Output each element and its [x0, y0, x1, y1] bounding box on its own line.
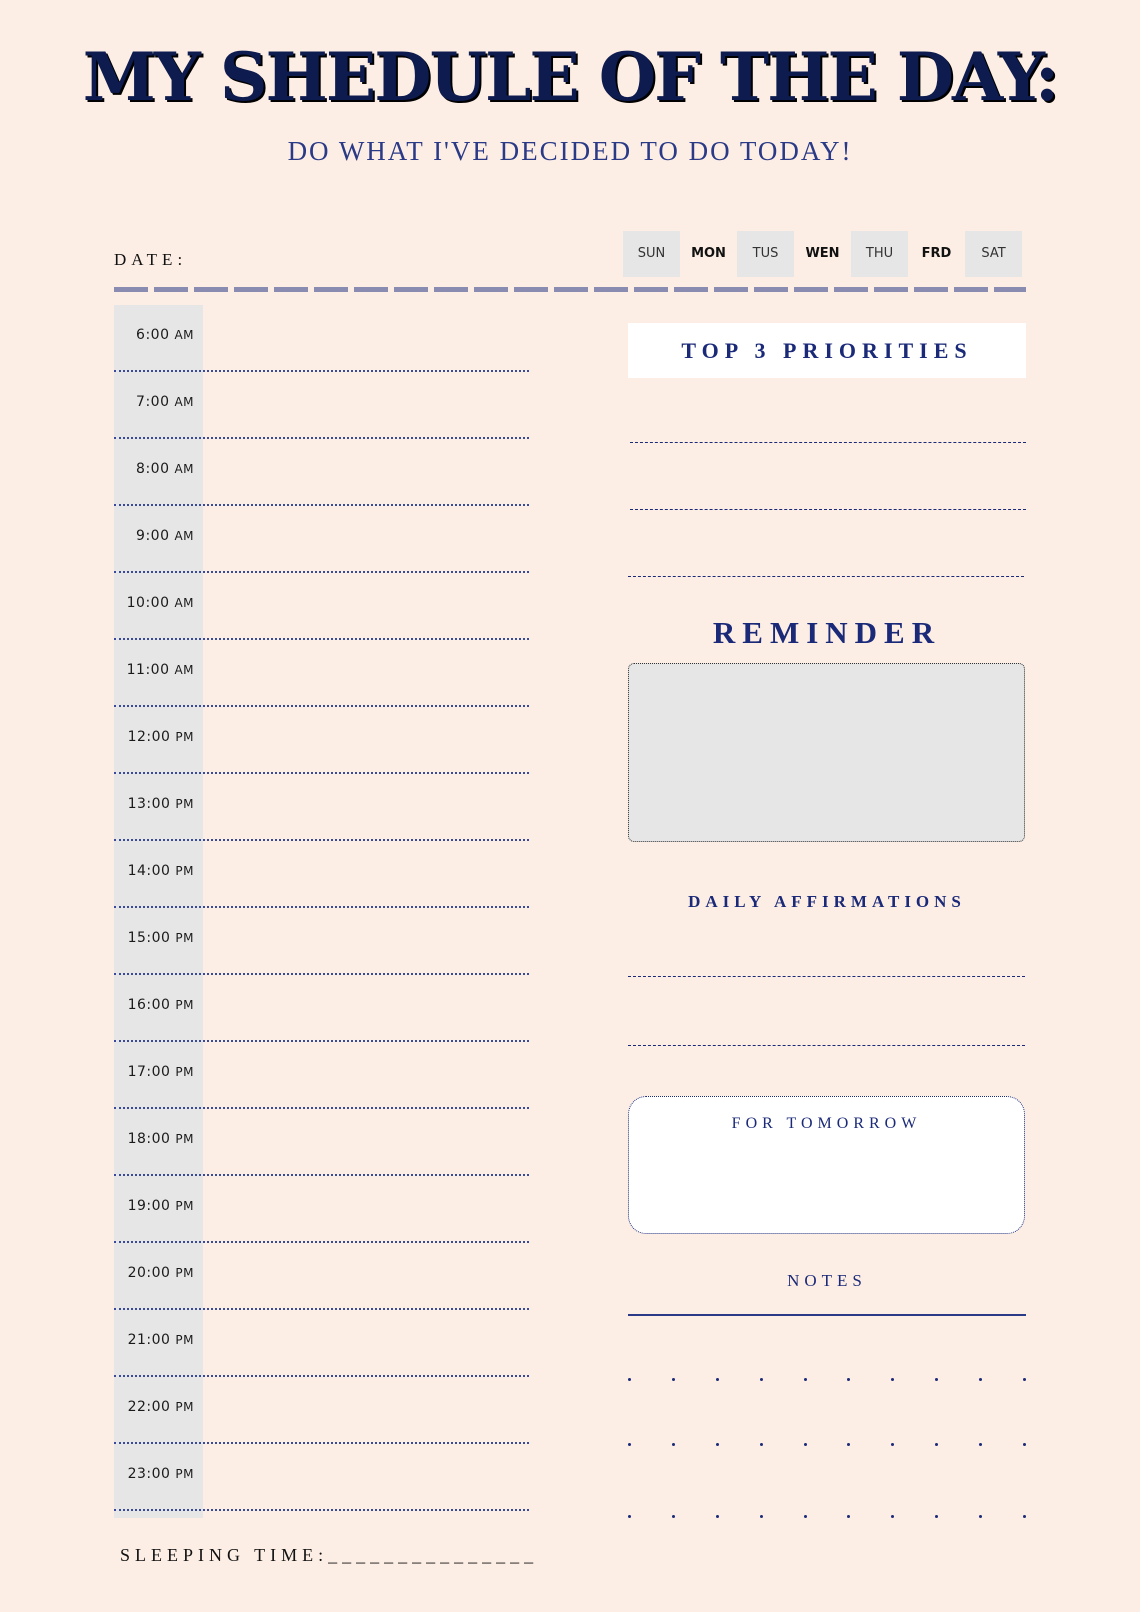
note-dot	[847, 1443, 850, 1446]
note-dot	[935, 1443, 938, 1446]
slot-time-label	[114, 729, 194, 745]
date-label: DATE:	[114, 250, 188, 269]
slot-period: PM	[175, 1333, 194, 1347]
note-dot	[760, 1515, 763, 1518]
affirmation-line-1[interactable]	[628, 976, 1025, 977]
slot-period: PM	[175, 1467, 194, 1481]
day-wen[interactable]: WEN	[805, 246, 840, 261]
slot-period: AM	[174, 596, 194, 610]
day-tus[interactable]: TUS	[737, 231, 794, 277]
slot-time-label	[114, 394, 194, 410]
note-dot	[891, 1515, 894, 1518]
slot-time-value: 20:00	[127, 1265, 171, 1281]
slot-period: PM	[175, 797, 194, 811]
tomorrow-title: FOR TOMORROW	[731, 1115, 922, 1132]
slot-time-label	[114, 528, 194, 544]
slot-time-value: 18:00	[127, 1131, 171, 1147]
slot-time-label	[114, 327, 194, 343]
note-dot	[935, 1515, 938, 1518]
schedule-slot[interactable]	[114, 707, 529, 774]
schedule-slot[interactable]	[114, 774, 529, 841]
note-dot	[804, 1378, 807, 1381]
note-dot	[847, 1378, 850, 1381]
slot-time-value: 15:00	[127, 930, 171, 946]
notes-title: NOTES	[787, 1271, 867, 1290]
slot-period: PM	[175, 1266, 194, 1280]
slot-time-label	[114, 1198, 194, 1214]
schedule-slot[interactable]	[114, 1310, 529, 1377]
slot-time-value: 7:00	[136, 394, 170, 410]
note-dot	[760, 1443, 763, 1446]
note-dot	[760, 1378, 763, 1381]
slot-time-value: 22:00	[127, 1399, 171, 1415]
slot-period: PM	[175, 1199, 194, 1213]
schedule-slot[interactable]	[114, 372, 529, 439]
schedule-slot[interactable]	[114, 439, 529, 506]
notes-dot-row	[628, 1515, 1026, 1518]
slot-period: PM	[175, 1132, 194, 1146]
note-dot	[716, 1443, 719, 1446]
note-dot	[628, 1515, 631, 1518]
note-dot	[1023, 1378, 1026, 1381]
slot-time-label	[114, 1399, 194, 1415]
notes-divider	[628, 1314, 1026, 1316]
slot-time-value: 17:00	[127, 1064, 171, 1080]
slot-period: AM	[174, 529, 194, 543]
slot-period: AM	[174, 395, 194, 409]
page-subtitle: DO WHAT I'VE DECIDED TO DO TODAY!	[287, 136, 853, 166]
reminder-box[interactable]	[628, 663, 1025, 842]
dashed-divider	[114, 287, 1026, 292]
slot-time-value: 13:00	[127, 796, 171, 812]
slot-time-value: 21:00	[127, 1332, 171, 1348]
schedule-slot[interactable]	[114, 640, 529, 707]
priority-line-1[interactable]	[630, 442, 1026, 443]
note-dot	[672, 1378, 675, 1381]
slot-time-label	[114, 1466, 194, 1482]
day-sat[interactable]: SAT	[965, 231, 1022, 277]
schedule-slot[interactable]	[114, 506, 529, 573]
note-dot	[672, 1443, 675, 1446]
slot-time-label	[114, 595, 194, 611]
slot-time-value: 16:00	[127, 997, 171, 1013]
slot-time-label	[114, 1131, 194, 1147]
schedule-slot[interactable]	[114, 841, 529, 908]
note-dot	[979, 1378, 982, 1381]
schedule-slot[interactable]	[114, 908, 529, 975]
note-dot	[979, 1443, 982, 1446]
note-dot	[847, 1515, 850, 1518]
note-dot	[804, 1443, 807, 1446]
notes-dot-row	[628, 1443, 1026, 1446]
note-dot	[672, 1515, 675, 1518]
slot-period: PM	[175, 730, 194, 744]
note-dot	[716, 1378, 719, 1381]
slot-time-label	[114, 1265, 194, 1281]
slot-period: AM	[174, 663, 194, 677]
slot-time-value: 10:00	[126, 595, 170, 611]
notes-dot-row	[628, 1378, 1026, 1381]
slot-time-value: 12:00	[127, 729, 171, 745]
day-mon[interactable]: MON	[691, 246, 726, 261]
slot-time-label	[114, 1332, 194, 1348]
slot-time-value: 11:00	[126, 662, 170, 678]
day-sun[interactable]: SUN	[623, 231, 680, 277]
slot-time-value: 23:00	[127, 1466, 171, 1482]
note-dot	[1023, 1515, 1026, 1518]
slot-period: PM	[175, 998, 194, 1012]
priorities-title: TOP 3 PRIORITIES	[628, 323, 1026, 378]
schedule-slot[interactable]	[114, 1176, 529, 1243]
weekday-selector	[623, 231, 1022, 277]
note-dot	[891, 1443, 894, 1446]
priority-line-3[interactable]	[628, 576, 1024, 577]
page-title: MY SHEDULE OF THE DAY:	[82, 38, 1058, 116]
day-frd[interactable]: FRD	[921, 246, 952, 261]
slot-time-value: 6:00	[136, 327, 170, 343]
reminder-title: REMINDER	[712, 615, 942, 650]
slot-time-label	[114, 930, 194, 946]
schedule-slot[interactable]	[114, 1109, 529, 1176]
slot-time-label	[114, 662, 194, 678]
sleeping-time-field[interactable]: SLEEPING TIME:_______________	[120, 1545, 539, 1565]
schedule-slot[interactable]	[114, 1377, 529, 1444]
priority-line-2[interactable]	[630, 509, 1026, 510]
slot-time-label	[114, 997, 194, 1013]
schedule-slot[interactable]	[114, 1042, 529, 1109]
note-dot	[716, 1515, 719, 1518]
slot-period: AM	[174, 328, 194, 342]
slot-time-value: 9:00	[136, 528, 170, 544]
note-dot	[628, 1443, 631, 1446]
note-dot	[628, 1378, 631, 1381]
slot-time-label	[114, 796, 194, 812]
schedule-slot[interactable]	[114, 305, 529, 372]
slot-time-label	[114, 1064, 194, 1080]
schedule-slot[interactable]	[114, 975, 529, 1042]
slot-period: PM	[175, 1400, 194, 1414]
schedule-slot[interactable]	[114, 573, 529, 640]
slot-period: PM	[175, 1065, 194, 1079]
slot-time-value: 14:00	[127, 863, 171, 879]
note-dot	[804, 1515, 807, 1518]
slot-period: AM	[174, 462, 194, 476]
affirmations-title: DAILY AFFIRMATIONS	[688, 892, 966, 911]
slot-period: PM	[175, 864, 194, 878]
note-dot	[1023, 1443, 1026, 1446]
day-thu[interactable]: THU	[851, 231, 908, 277]
schedule-slot[interactable]	[114, 1444, 529, 1511]
slot-time-label	[114, 863, 194, 879]
note-dot	[979, 1515, 982, 1518]
tomorrow-box[interactable]	[628, 1096, 1025, 1234]
note-dot	[891, 1378, 894, 1381]
affirmation-line-2[interactable]	[628, 1045, 1025, 1046]
note-dot	[935, 1378, 938, 1381]
slot-time-value: 19:00	[127, 1198, 171, 1214]
slot-time-label	[114, 461, 194, 477]
slot-time-value: 8:00	[136, 461, 170, 477]
schedule-slot[interactable]	[114, 1243, 529, 1310]
slot-period: PM	[175, 931, 194, 945]
